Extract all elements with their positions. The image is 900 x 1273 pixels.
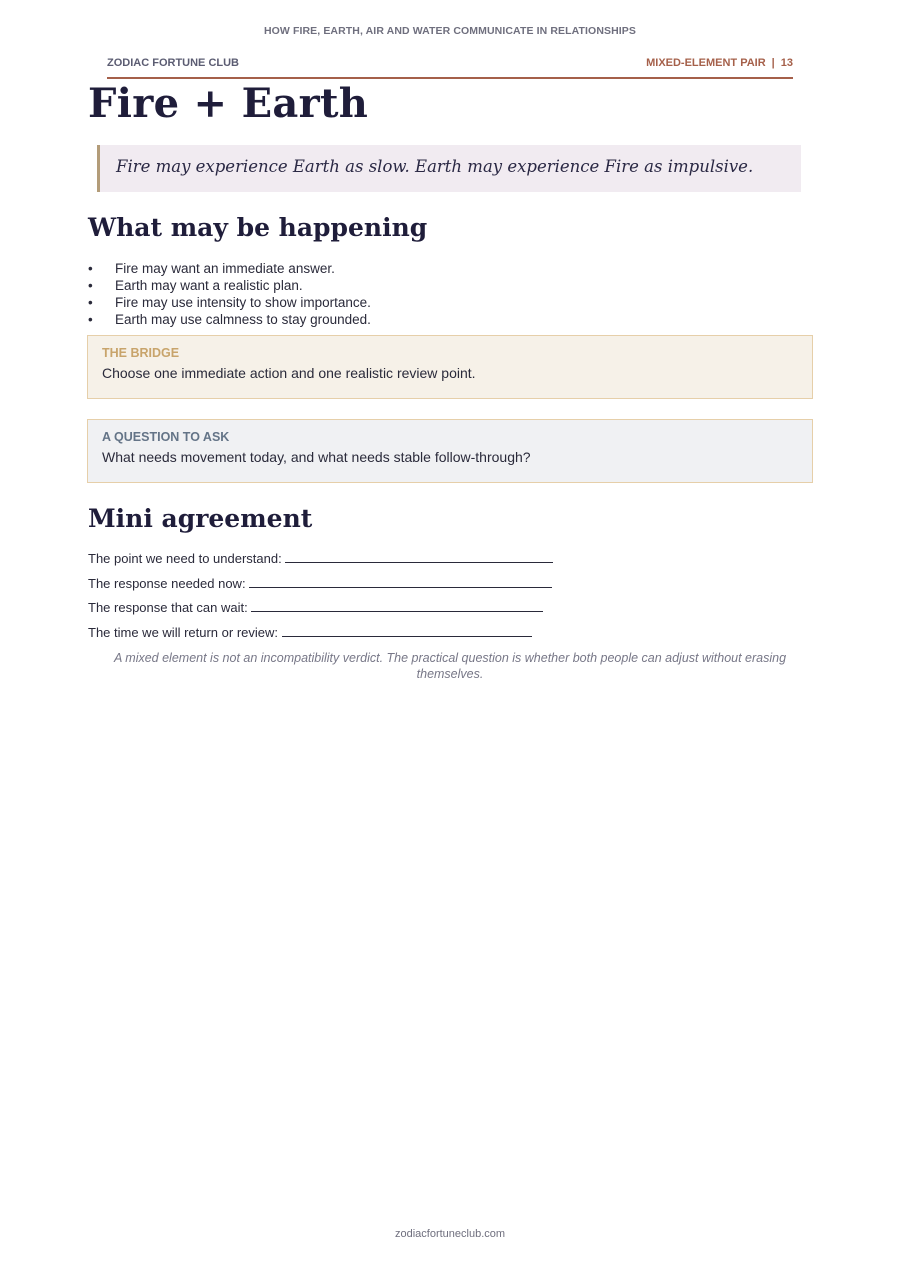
list-item-text: Earth may want a realistic plan.: [115, 278, 303, 293]
agreement-line-review: [88, 624, 553, 649]
list-item-text: Fire may want an immediate answer.: [115, 261, 335, 276]
agreement-line-now: [88, 575, 553, 600]
bridge-callout: [87, 335, 813, 399]
bullet-icon: •: [88, 278, 93, 293]
agreement-line-label: The point we need to understand:: [88, 551, 282, 566]
question-callout: [87, 419, 813, 483]
list-item: [88, 277, 371, 294]
document-running-title: HOW FIRE, EARTH, AIR AND WATER COMMUNICATE IN RELATIONSHIPS: [263, 25, 637, 37]
agreement-line-label: The response that can wait:: [88, 600, 248, 615]
fill-in-blank[interactable]: [249, 575, 552, 588]
bullet-icon: •: [88, 295, 93, 310]
page-number: 13: [780, 57, 793, 69]
pair-quote: Fire may experience Earth as slow. Earth may experience Fire as impulsive.: [97, 145, 801, 192]
bullet-icon: •: [88, 312, 93, 327]
agreement-form: [88, 550, 553, 648]
section-heading-agreement: Mini agreement: [88, 504, 313, 533]
section-tag: [646, 57, 793, 69]
list-item-text: Fire may use intensity to show importance.: [115, 295, 371, 310]
list-item: [88, 260, 371, 277]
section-heading-happening: What may be happening: [88, 213, 428, 242]
bridge-callout-text: Choose one immediate action and one realistic review point.: [102, 365, 476, 381]
page-header: [107, 57, 793, 79]
header-separator: |: [771, 57, 775, 69]
question-callout-text: What needs movement today, and what needs stable follow-through?: [102, 449, 531, 465]
question-callout-title: A QUESTION TO ASK: [102, 430, 230, 444]
fill-in-blank[interactable]: [282, 624, 532, 637]
fill-in-blank[interactable]: [251, 599, 543, 612]
agreement-line-understand: [88, 550, 553, 575]
footer-url: zodiacfortuneclub.com: [394, 1228, 506, 1240]
brand-name: ZODIAC FORTUNE CLUB: [107, 57, 239, 69]
bridge-callout-title: THE BRIDGE: [102, 346, 180, 360]
agreement-line-label: The response needed now:: [88, 575, 246, 591]
list-item: [88, 294, 371, 311]
happening-list: [88, 260, 371, 328]
bullet-icon: •: [88, 261, 93, 276]
agreement-line-label: The time we will return or review:: [88, 624, 278, 640]
list-item-text: Earth may use calmness to stay grounded.: [115, 312, 371, 327]
agreement-line-wait: [88, 599, 553, 624]
list-item: [88, 311, 371, 328]
fill-in-blank[interactable]: [285, 550, 553, 563]
page-title: Fire + Earth: [88, 80, 369, 127]
footnote: A mixed element is not an incompatibility verdict. The practical question is whether both people can adjust without erasing themselves.: [113, 651, 787, 681]
section-tag-label: MIXED-ELEMENT PAIR: [646, 57, 766, 69]
